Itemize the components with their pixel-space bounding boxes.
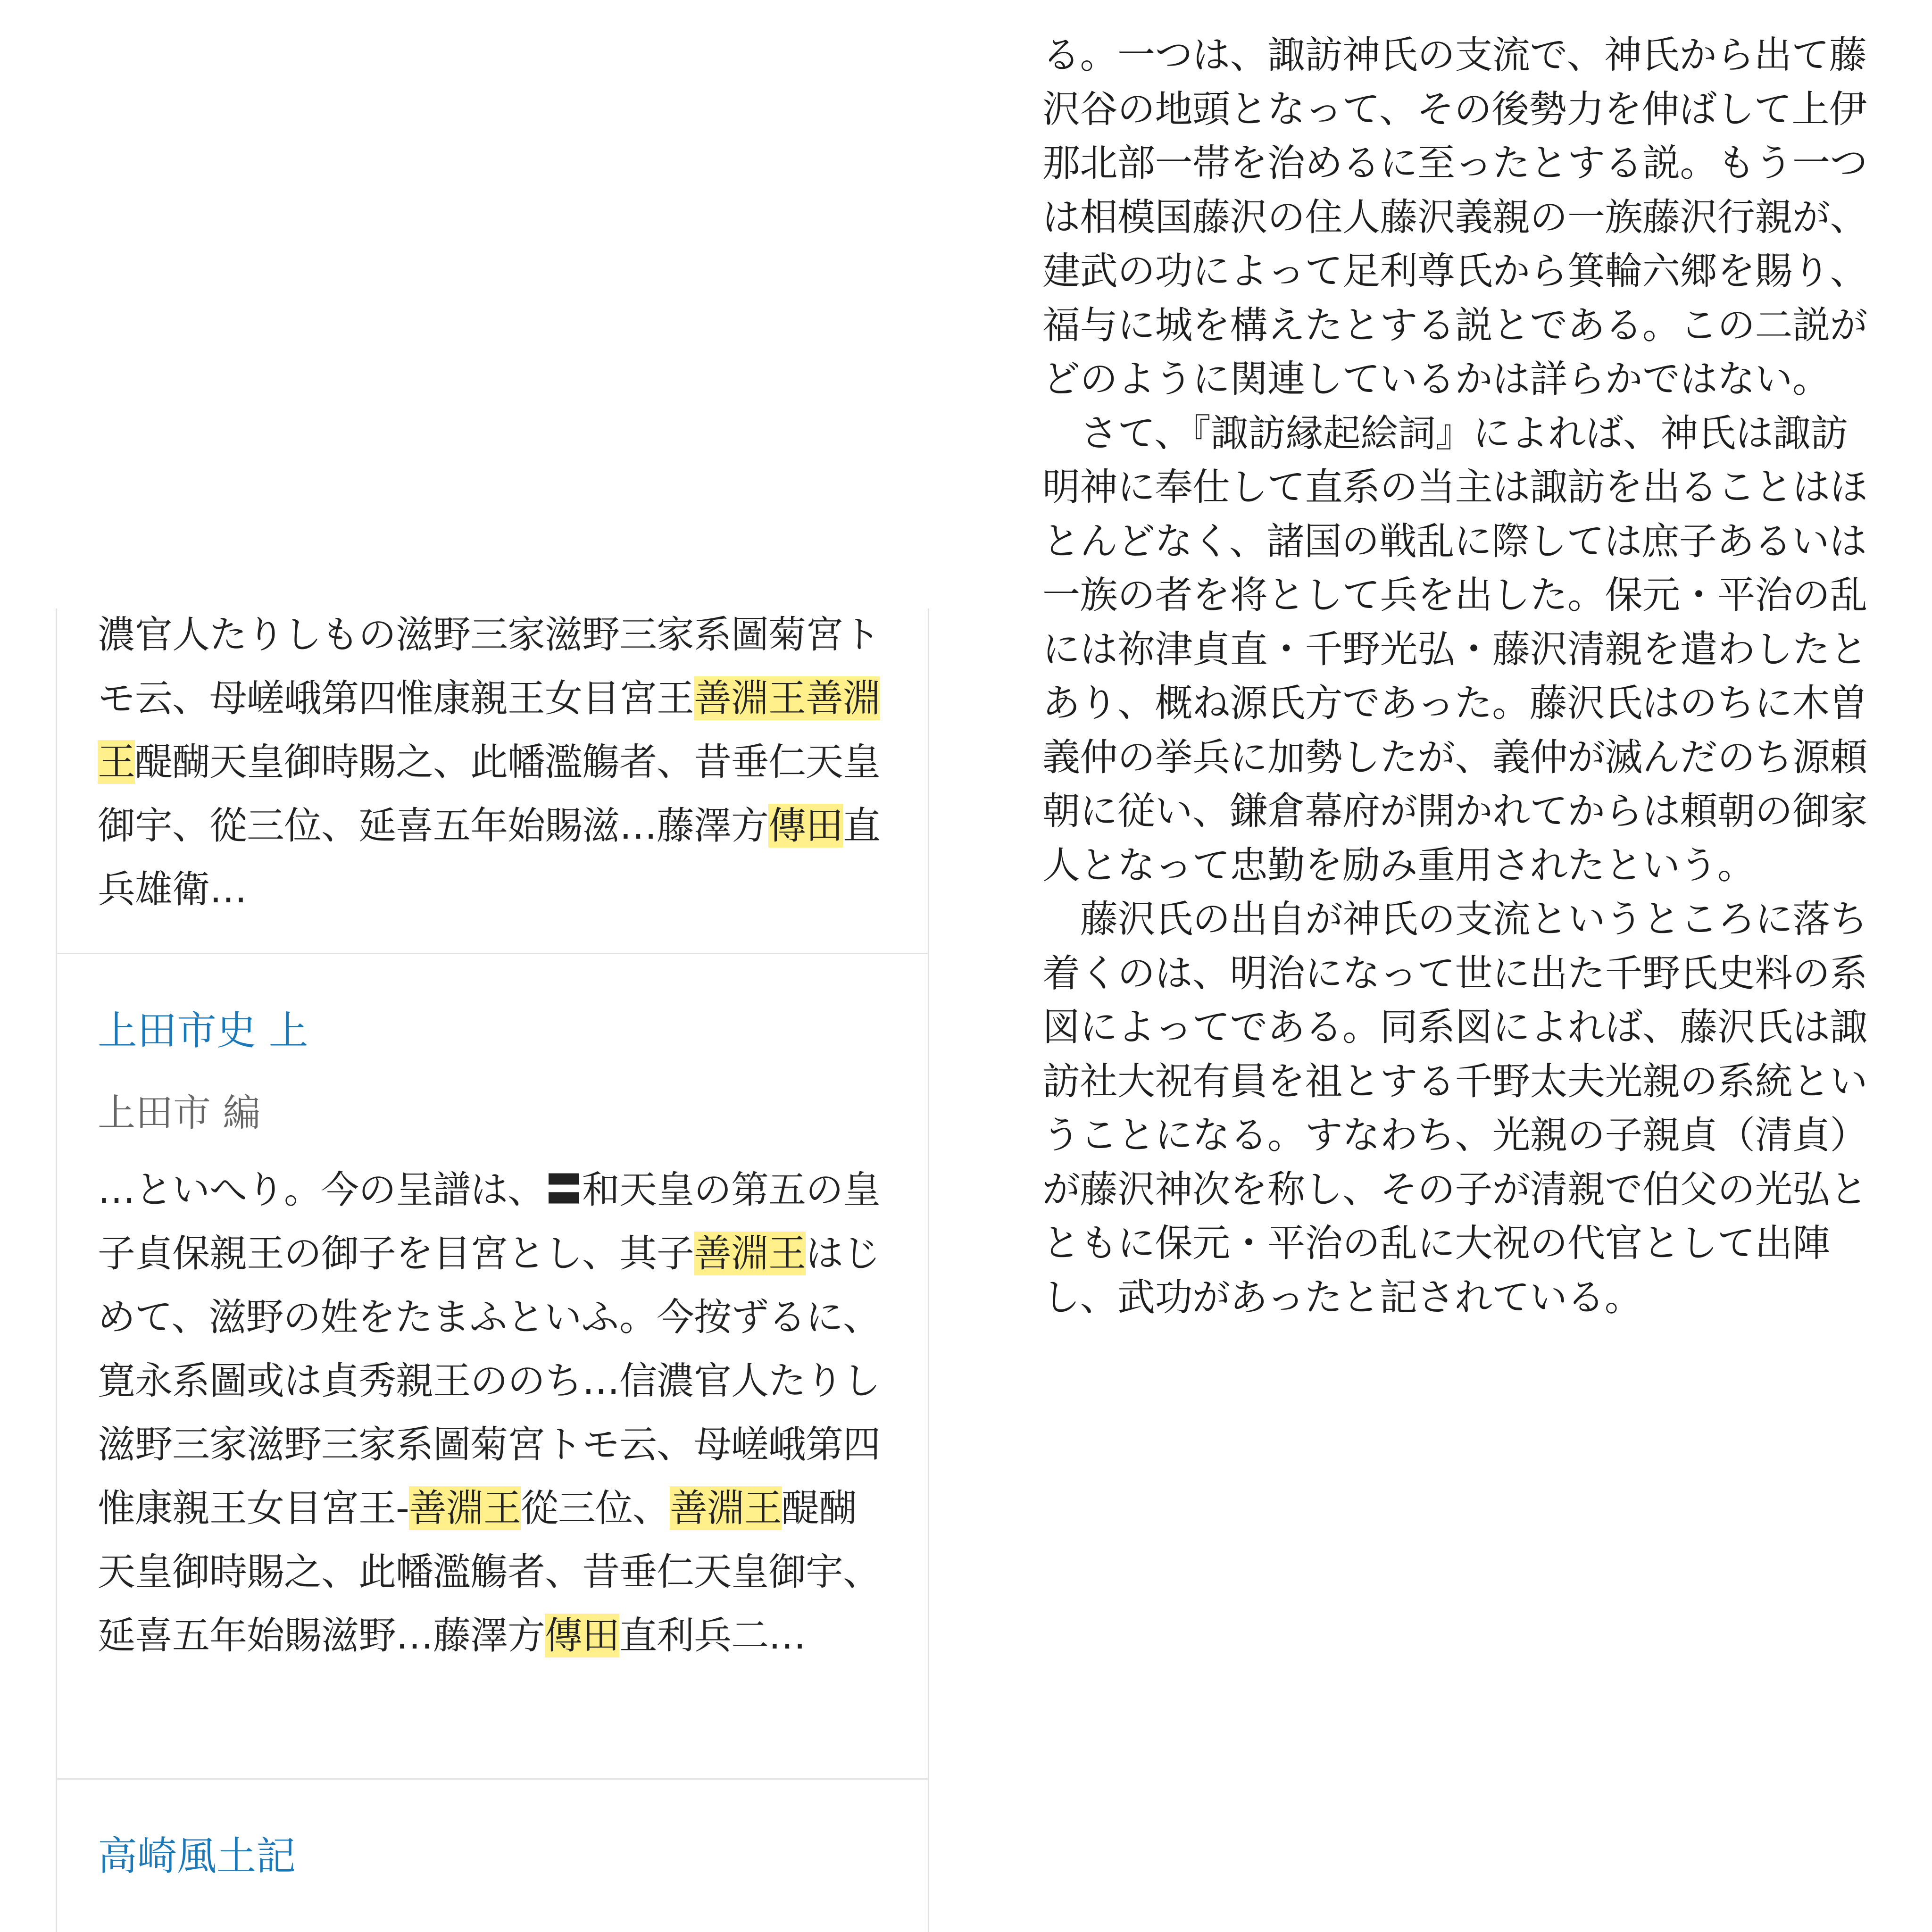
highlighted-term: 傳田 (545, 1614, 619, 1657)
search-results-panel (56, 608, 929, 1932)
result-item-2 (57, 1005, 928, 1667)
doc-paragraph: 藤沢氏の出自が神氏の支流というところに落ち着くのは、明治になって世に出た千野氏史料の系図によってである。同系図によれば、藤沢氏は諏訪社大祝有員を祖とする千野太夫光親の系統ということになる。すなわち、光親の子親貞（清貞）が藤沢神次を称し、その子が清親で伯父の光弘とともに保元・平治の乱に大祝の代官として出陣し、武功があったと記されている。 (1042, 897, 1868, 1319)
book-author: 上田市 編 (98, 1091, 261, 1135)
result-snippet (98, 1158, 887, 1667)
result-divider (57, 953, 928, 954)
book-title-link[interactable]: 高崎風土記 (98, 1833, 296, 1879)
result-snippet (98, 608, 887, 921)
highlighted-term: 善淵王 (694, 1232, 806, 1275)
highlighted-term: 善淵王 (669, 1486, 782, 1530)
highlighted-term: 善淵王 (408, 1486, 521, 1530)
snippet-text: 醍醐天皇御時賜之、此幡濫觴者、昔垂仁天皇御宇、從三位、延喜五年始賜滋…藤澤方 (98, 740, 880, 848)
snippet-text: 從三位、 (520, 1486, 670, 1530)
snippet-text: 醍醐天皇御時賜之、此幡濫觴者、昔垂仁天皇御宇、延喜五年始賜滋野…藤澤方 (98, 1486, 880, 1657)
snippet-text: 直利兵二… (619, 1614, 806, 1657)
snippet-text: 直兵雄衛… (98, 804, 880, 911)
snippet-text: …といへり。今の呈譜は、〓和天皇の第五の皇子貞保親王の御子を目宮とし、其子 (98, 1168, 880, 1275)
snippet-text: 濃官人たりしもの滋野三家滋野三家系圖菊宮トモ云、母嵯峨第四惟康親王女目宮王 (98, 613, 880, 720)
result-item-3 (57, 1830, 928, 1882)
doc-paragraph: さて、『諏訪縁起絵詞』によれば、神氏は諏訪明神に奉仕して直系の当主は諏訪を出ることはほとんどなく、諸国の戦乱に際しては庶子あるいは一族の者を将として兵を出した。保元・平治の乱には祢津貞直・千野光弘・藤沢清親を遣わしたとあり、概ね源氏方であった。藤沢氏はのちに木曽義仲の挙兵に加勢したが、義仲が滅んだのち源頼朝に従い、鎌倉幕府が開かれてからは頼朝の御家人となって忠勤を励み重用されたという。 (1042, 411, 1867, 887)
document-text (1042, 28, 1873, 1324)
highlighted-term: 傳田 (768, 804, 843, 848)
doc-paragraph: る。一つは、諏訪神氏の支流で、神氏から出て藤沢谷の地頭となって、その後勢力を伸ばして上伊那北部一帯を治めるに至ったとする説。もう一つは相模国藤沢の住人藤沢義親の一族藤沢行親が、建武の功によって足利尊氏から箕輪六郷を賜り、福与に城を構えたとする説とである。この二説がどのように関連しているかは詳らかではない。 (1042, 33, 1867, 401)
book-title-link[interactable]: 上田市史 上 (98, 1008, 308, 1054)
result-item-1 (57, 608, 928, 921)
result-divider (57, 1778, 928, 1780)
highlighted-term: 善淵王善淵王 (98, 676, 880, 784)
snippet-text: はじめて、滋野の姓をたまふといふ。今按ずるに、寛永系圖或は貞秀親王ののち…信濃官人たりし滋野三家滋野三家系圖菊宮トモ云、母嵯峨第四惟康親王女目宮王- (98, 1232, 880, 1530)
